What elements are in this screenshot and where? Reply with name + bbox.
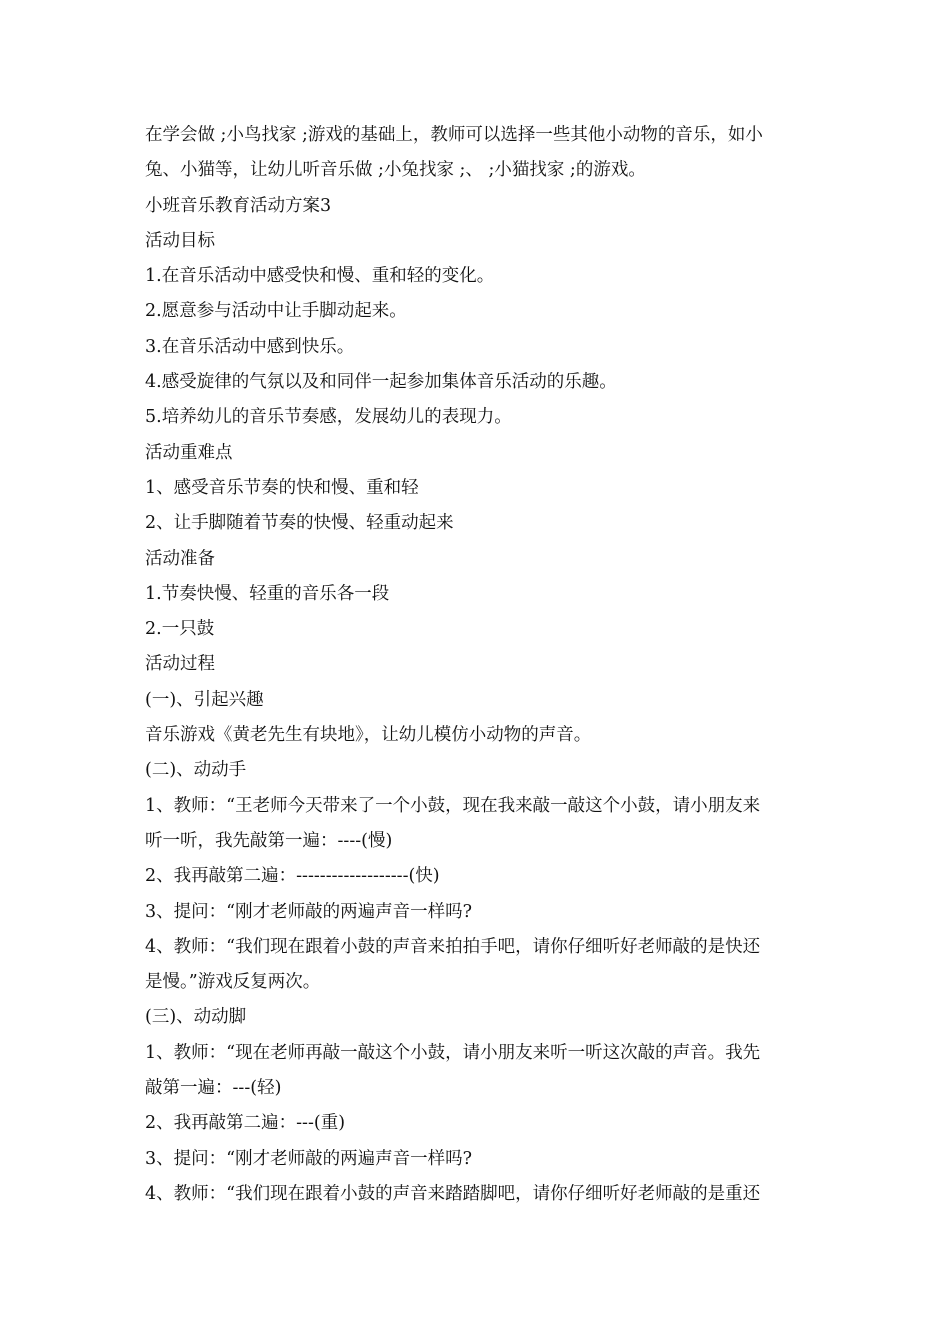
goal-item: 5.培养幼儿的音乐节奏感，发展幼儿的表现力。 xyxy=(145,407,512,428)
text-line: 1、教师：“现在老师再敲一敲这个小鼓，请小朋友来听一听这次敲的声音。我先 xyxy=(145,1042,761,1063)
preparation-item: 1.节奏快慢、轻重的音乐各一段 xyxy=(145,583,390,604)
heading-process: 活动过程 xyxy=(145,654,215,675)
text-line: 音乐游戏《黄老先生有块地》，让幼儿模仿小动物的声音。 xyxy=(145,725,592,746)
document-body xyxy=(145,118,817,1212)
text-line: 听一听，我先敲第一遍：----(慢) xyxy=(145,830,393,851)
subheading: (二)、动动手 xyxy=(145,760,247,781)
text-line: 兔、小猫等，让幼儿听音乐做 ;小兔找家 ;、 ;小猫找家 ;的游戏。 xyxy=(145,160,646,181)
heading-key-points: 活动重难点 xyxy=(145,442,233,463)
heading-goals: 活动目标 xyxy=(145,230,215,251)
text-line: 2、我再敲第二遍：---(重) xyxy=(145,1113,346,1134)
goal-item: 4.感受旋律的气氛以及和同伴一起参加集体音乐活动的乐趣。 xyxy=(145,372,617,393)
text-line: 3、提问：“刚才老师敲的两遍声音一样吗? xyxy=(145,1148,472,1169)
section-title: 小班音乐教育活动方案3 xyxy=(145,195,332,216)
text-line: 2、我再敲第二遍：-------------------(快) xyxy=(145,866,440,887)
text-line: 敲第一遍：---(轻) xyxy=(145,1078,282,1099)
text-line: 3、提问：“刚才老师敲的两遍声音一样吗? xyxy=(145,901,472,922)
key-point-item: 1、感受音乐节奏的快和慢、重和轻 xyxy=(145,477,419,498)
text-line: 是慢。”游戏反复两次。 xyxy=(145,972,321,993)
key-point-item: 2、让手脚随着节奏的快慢、轻重动起来 xyxy=(145,513,454,534)
text-line: 4、教师：“我们现在跟着小鼓的声音来踏踏脚吧，请你仔细听好老师敲的是重还 xyxy=(145,1183,761,1204)
subheading: (三)、动动脚 xyxy=(145,1007,247,1028)
text-line: 在学会做 ;小鸟找家 ;游戏的基础上，教师可以选择一些其他小动物的音乐，如小 xyxy=(145,125,763,145)
goal-item: 3.在音乐活动中感到快乐。 xyxy=(145,336,355,357)
subheading: (一)、引起兴趣 xyxy=(145,689,264,710)
text-line: 4、教师：“我们现在跟着小鼓的声音来拍拍手吧，请你仔细听好老师敲的是快还 xyxy=(145,936,761,957)
text-line: 1、教师：“王老师今天带来了一个小鼓，现在我来敲一敲这个小鼓，请小朋友来 xyxy=(145,795,761,816)
preparation-item: 2.一只鼓 xyxy=(145,619,215,640)
heading-preparation: 活动准备 xyxy=(145,548,215,569)
goal-item: 2.愿意参与活动中让手脚动起来。 xyxy=(145,301,407,322)
goal-item: 1.在音乐活动中感受快和慢、重和轻的变化。 xyxy=(145,266,495,287)
